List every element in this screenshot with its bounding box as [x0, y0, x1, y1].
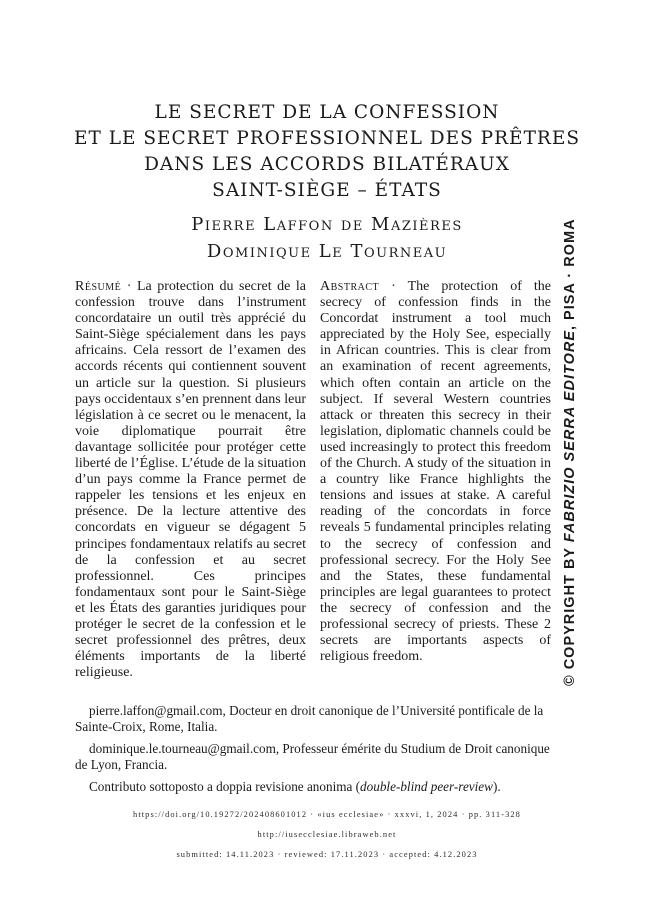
review-note-end: ). — [492, 779, 501, 794]
doi-line: https://doi.org/10.19272/202408601012 · «ius ecclesiae» · xxxvi, 1, 2024 · pp. 311-328 — [133, 810, 521, 819]
abstract-text: The protection of the secrecy of confession finds in the Concordat instrument a tool much appreciated by the Holy See, especially in African countries. This is clear from an examination of recent agreements, which often contain an article on the subject. If several Western countries attack or threaten this secrecy in their legislation, diplomatic channels could be used increasingly to protect this freedom of the Church. A study of the situation in a country like France highlights the tensions and issues at stake. A careful reading of the concordats in force reveals 5 fundamental principles relating to the secrecy of confession and professional secrecy. For the Holy See and the States, these fundamental principles are legal guarantees to protect the secrecy of confession and the professional secrecy of priests. These 2 secrets are importants aspects of religious freedom. — [320, 279, 551, 665]
review-note-text: Contributo sottoposto a doppia revisione anonima ( — [89, 779, 361, 794]
article-title — [40, 100, 614, 204]
author-notes — [75, 703, 552, 801]
copyright-notice — [562, 218, 578, 686]
resume-label: Résumé — [75, 279, 122, 294]
title-line: LE SECRET DE LA CONFESSION — [154, 102, 500, 123]
website-line: http://iusecclesiae.libraweb.net — [257, 830, 397, 839]
abstract-separator: · — [379, 279, 408, 294]
author-name: Dominique Le Tourneau — [206, 241, 448, 262]
resume-separator: · — [121, 279, 137, 294]
author-name: Pierre Laffon de Mazières — [191, 214, 463, 235]
dates-line: submitted: 14.11.2023 · reviewed: 17.11.2023 · accepted: 4.12.2023 — [176, 850, 478, 859]
resume-column — [75, 279, 306, 681]
abstract-label: Abstract — [320, 279, 380, 294]
review-note — [75, 779, 552, 795]
title-line: DANS LES ACCORDS BILATÉRAUX — [144, 154, 510, 175]
copyright-publisher: FABRIZIO SERRA EDITORE — [562, 330, 578, 543]
publication-footer — [40, 805, 614, 865]
copyright-suffix: , PISA · ROMA — [562, 218, 578, 330]
copyright-prefix: © COPYRIGHT BY — [562, 542, 578, 686]
title-line: SAINT-SIÈGE – ÉTATS — [212, 180, 442, 201]
author-list — [40, 211, 614, 265]
author-note: dominique.le.tourneau@gmail.com, Professeur émérite du Studium de Droit canonique de Lyon, Francia. — [75, 741, 550, 772]
resume-text: La protection du secret de la confession trouve dans l’instrument concordataire un outil très apprécié du Saint-Siège spécialement dans les pays africains. Cela ressort de l’examen des accords récents qui contiennent souvent un article sur la question. Si plusieurs pays occidentaux s’en prennent dans leur législation à ce secret ou le menacent, la voie diplomatique pourrait être davantage sollicitée pour protéger cette liberté de l’Église. L’étude de la situation d’un pays comme la France permet de rappeler les tensions et les enjeux en présence. De la lecture attentive des concordats en vigueur se dégagent 5 principes fondamentaux relatifs au secret de la confession et au secret professionnel. Ces principes fondamentaux sont pour le Saint-Siège et les États des garanties juridiques pour protéger le secret de la confession et le secret professionnel des prêtres, deux éléments importants de la liberté religieuse. — [75, 279, 306, 681]
title-line: ET LE SECRET PROFESSIONNEL DES PRÊTRES — [73, 128, 581, 149]
author-note: pierre.laffon@gmail.com, Docteur en droit canonique de l’Université pontificale de la Sainte-Croix, Rome, Italia. — [75, 703, 544, 734]
review-note-italic: double-blind peer-review — [360, 779, 493, 794]
abstract-column — [320, 279, 551, 665]
